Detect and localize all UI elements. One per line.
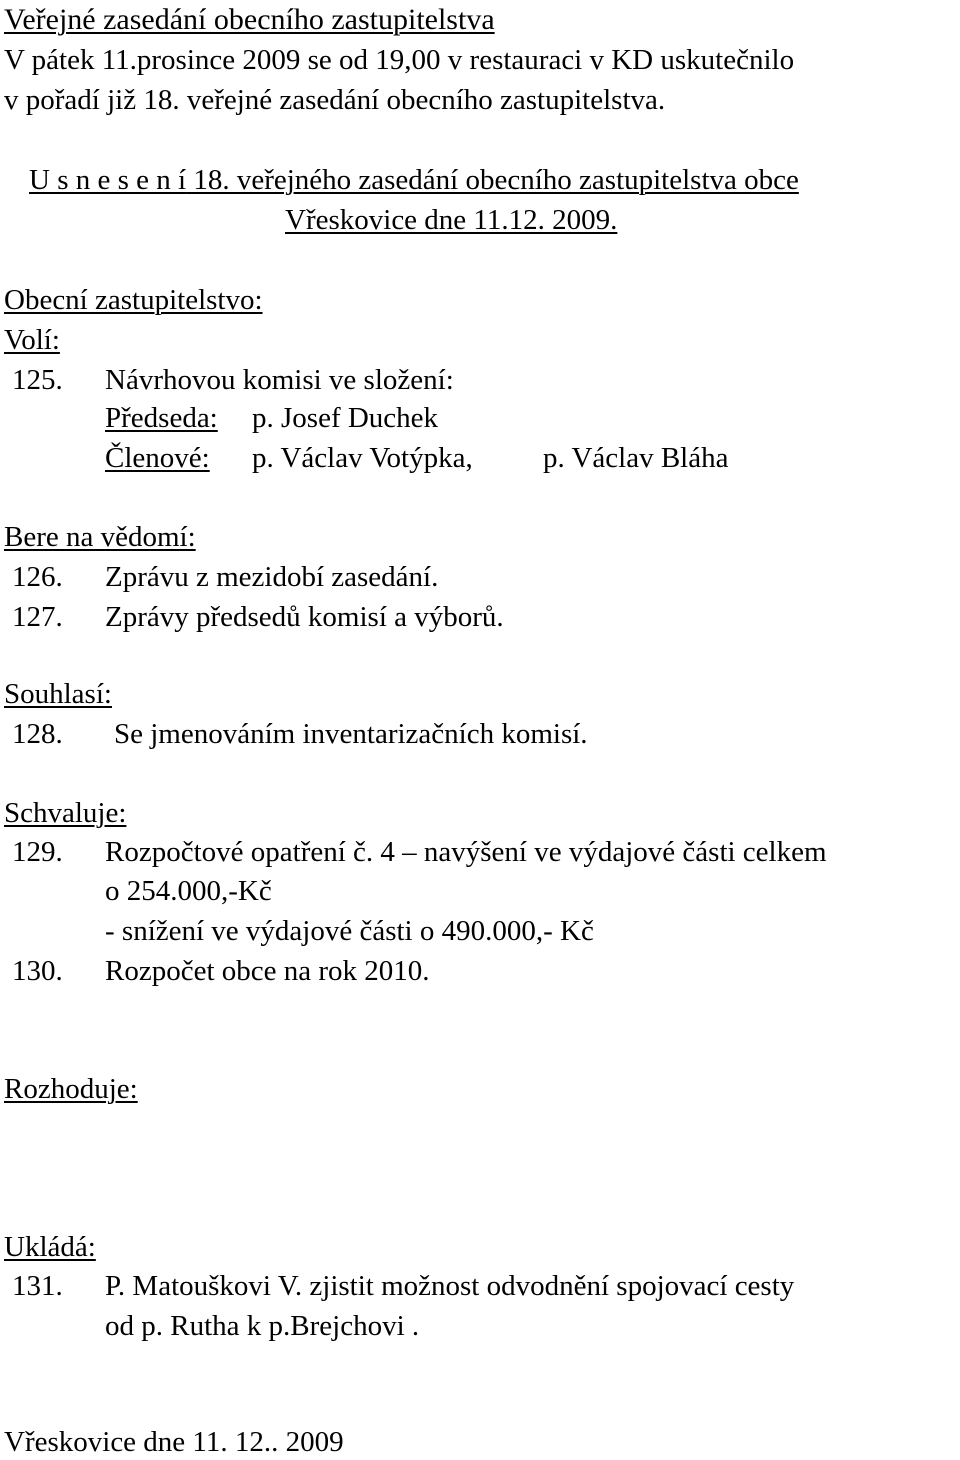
item-126-number: 126. [12,561,63,593]
section-bere-label: Bere na vědomí: [4,521,196,553]
intro-line-2: v pořadí již 18. veřejné zasedání obecního zastupitelstva. [4,84,666,116]
item-131-text: P. Matouškovi V. zjistit možnost odvodnění spojovací cesty [105,1270,795,1302]
footer-date: Vřeskovice dne 11. 12.. 2009 [4,1426,344,1458]
chair-label: Předseda: [105,402,218,434]
item-129-text: Rozpočtové opatření č. 4 – navýšení ve výdajové části celkem [105,836,827,868]
section-voli-label: Volí: [4,324,60,356]
item-130-text: Rozpočet obce na rok 2010. [105,955,430,987]
section-schvaluje-label: Schvaluje: [4,797,127,829]
members-label: Členové: [105,442,210,474]
chair-value: p. Josef Duchek [252,402,439,434]
item-125-text: Návrhovou komisi ve složení: [105,364,454,396]
item-126-text: Zprávu z mezidobí zasedání. [105,561,439,593]
item-129-number: 129. [12,836,63,868]
item-128-number: 128. [12,718,63,750]
members-value-2: p. Václav Bláha [543,442,729,474]
item-131-continuation-1: od p. Rutha k p.Brejchovi . [105,1310,420,1342]
item-127-number: 127. [12,601,63,633]
item-129-continuation-2: - snížení ve výdajové části o 490.000,- Kč [105,915,594,947]
item-129-continuation-1: o 254.000,-Kč [105,875,272,907]
intro-line-1: V pátek 11.prosince 2009 se od 19,00 v restauraci v KD uskutečnilo [4,44,795,76]
resolution-heading [29,162,799,198]
page-title: Veřejné zasedání obecního zastupitelstva [4,3,495,36]
item-130-number: 130. [12,955,63,987]
section-uklada-label: Ukládá: [4,1231,96,1263]
item-131-number: 131. [12,1270,63,1302]
members-value-1: p. Václav Votýpka, [252,442,473,474]
resolution-heading-line-2: Vřeskovice dne 11.12. 2009. [285,204,618,236]
item-127-text: Zprávy předsedů komisí a výborů. [105,601,504,633]
item-125-number: 125. [12,364,63,396]
section-souhlasi-label: Souhlasí: [4,678,112,710]
resolution-heading-rest: 18. veřejného zasedání obecního zastupitelstva obce [186,164,799,196]
section-rozhoduje-label: Rozhoduje: [4,1073,138,1105]
resolution-heading-spaced: U s n e s e n í [29,164,187,196]
council-label: Obecní zastupitelstvo: [4,284,263,316]
item-128-text: Se jmenováním inventarizačních komisí. [114,718,588,750]
